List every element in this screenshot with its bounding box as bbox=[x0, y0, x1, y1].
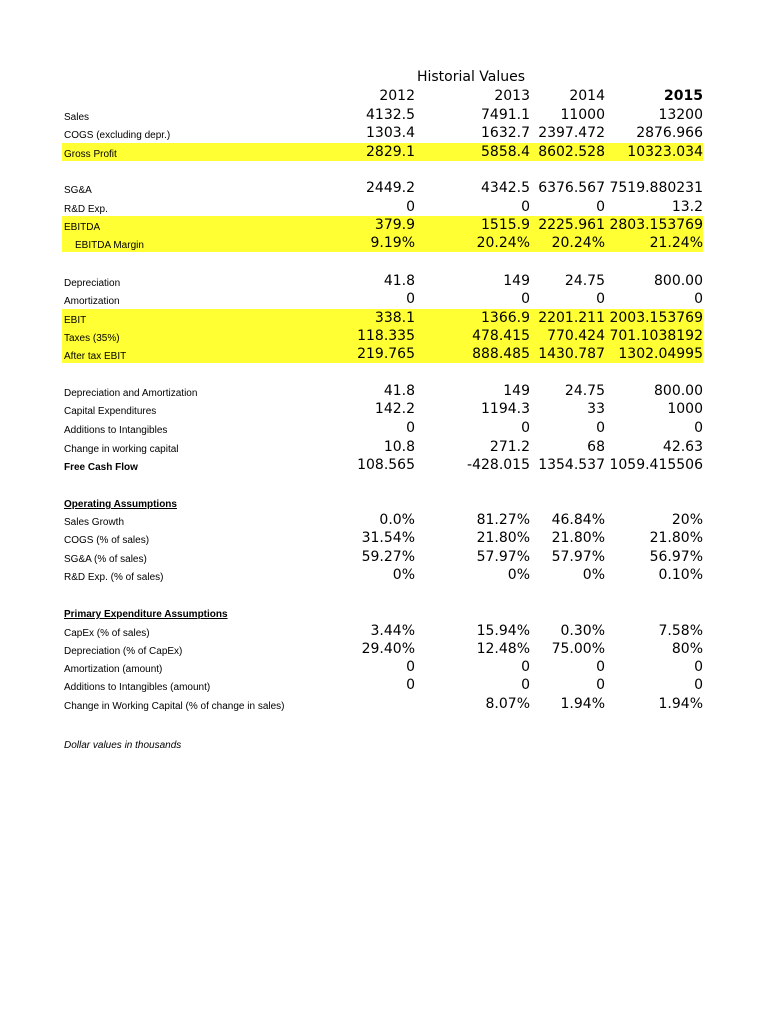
cell-2015: 2803.153769 bbox=[609, 217, 703, 233]
row-label: Capital Expenditures bbox=[64, 406, 157, 417]
cell-2014: 8602.528 bbox=[538, 144, 605, 160]
cell-2012: 0 bbox=[406, 659, 415, 675]
cell-2013: 5858.4 bbox=[481, 144, 530, 160]
row-depreciation bbox=[62, 272, 703, 290]
row-ebitda-margin bbox=[62, 234, 703, 252]
cell-2014: 2201.211 bbox=[538, 310, 605, 326]
cell-2014: 0 bbox=[596, 420, 605, 436]
row-rd bbox=[62, 198, 703, 216]
row-cogs bbox=[62, 124, 703, 142]
cell-2013: 1366.9 bbox=[481, 310, 530, 326]
cell-2014: 24.75 bbox=[564, 273, 605, 289]
cell-2015: 56.97% bbox=[649, 549, 703, 565]
footnote: Dollar values in thousands bbox=[64, 740, 182, 751]
row-capex-pct bbox=[62, 622, 703, 640]
cell-2012: 0 bbox=[406, 420, 415, 436]
row-label: EBITDA Margin bbox=[75, 240, 144, 251]
cell-2015: 0.10% bbox=[658, 567, 703, 583]
row-label: Amortization (amount) bbox=[64, 664, 163, 675]
cell-2012: 0 bbox=[406, 291, 415, 307]
cell-2014: 0 bbox=[596, 677, 605, 693]
cell-2013: 149 bbox=[503, 383, 530, 399]
cell-2014: 68 bbox=[587, 439, 605, 455]
cell-2015: 1059.415506 bbox=[609, 457, 703, 473]
cell-2015: 7.58% bbox=[658, 623, 703, 639]
row-sales bbox=[62, 106, 703, 124]
row-intangibles bbox=[62, 419, 703, 437]
cell-2014: 21.80% bbox=[551, 530, 605, 546]
cell-2012: 10.8 bbox=[383, 439, 415, 455]
section-primary-expenditure-assumptions bbox=[62, 603, 703, 621]
row-ebitda bbox=[62, 216, 703, 234]
cell-2015: 2876.966 bbox=[636, 125, 703, 141]
row-cogs-pct bbox=[62, 529, 703, 547]
cell-2014: 24.75 bbox=[564, 383, 605, 399]
row-label: Gross Profit bbox=[64, 149, 117, 160]
cell-2013: 21.80% bbox=[476, 530, 530, 546]
cell-2014: 1.94% bbox=[560, 696, 605, 712]
cell-2012: 0.0% bbox=[379, 512, 415, 528]
cell-2015: 0 bbox=[694, 659, 703, 675]
row-label: COGS (% of sales) bbox=[64, 535, 150, 546]
cell-2015: 701.1038192 bbox=[609, 328, 703, 344]
cell-2014: 1354.537 bbox=[538, 457, 605, 473]
cell-2012: 0 bbox=[406, 677, 415, 693]
year-2015: 2015 bbox=[664, 88, 703, 104]
year-2014: 2014 bbox=[569, 88, 605, 104]
cell-2015: 42.63 bbox=[662, 439, 703, 455]
year-header-row bbox=[62, 87, 703, 105]
row-label: Depreciation bbox=[64, 278, 121, 289]
row-label: R&D Exp. bbox=[64, 204, 108, 215]
cell-2012: 9.19% bbox=[370, 235, 415, 251]
row-label: Additions to Intangibles bbox=[64, 425, 168, 436]
cell-2012: 41.8 bbox=[383, 273, 415, 289]
cell-2015: 1000 bbox=[667, 401, 703, 417]
cell-2015: 800.00 bbox=[654, 383, 703, 399]
cell-2015: 1.94% bbox=[658, 696, 703, 712]
cell-2012: 31.54% bbox=[361, 530, 415, 546]
year-2013: 2013 bbox=[494, 88, 530, 104]
cell-2013: 12.48% bbox=[476, 641, 530, 657]
cell-2012: 41.8 bbox=[383, 383, 415, 399]
cell-2014: 0 bbox=[596, 199, 605, 215]
row-label: Depreciation and Amortization bbox=[64, 388, 198, 399]
cell-2015: 13.2 bbox=[671, 199, 703, 215]
row-label: SG&A (% of sales) bbox=[64, 554, 147, 565]
row-sga-pct bbox=[62, 548, 703, 566]
cell-2013: -428.015 bbox=[467, 457, 530, 473]
cell-2013: 8.07% bbox=[485, 696, 530, 712]
cell-2015: 13200 bbox=[658, 107, 703, 123]
cell-2014: 0 bbox=[596, 291, 605, 307]
cell-2014: 33 bbox=[587, 401, 605, 417]
cell-2012: 219.765 bbox=[357, 346, 415, 362]
row-taxes bbox=[62, 327, 703, 345]
cell-2013: 271.2 bbox=[489, 439, 530, 455]
cell-2012: 0% bbox=[392, 567, 415, 583]
row-label: R&D Exp. (% of sales) bbox=[64, 572, 164, 583]
cell-2013: 1632.7 bbox=[481, 125, 530, 141]
cell-2013: 478.415 bbox=[472, 328, 530, 344]
cell-2015: 20% bbox=[671, 512, 703, 528]
cell-2013: 0 bbox=[521, 199, 530, 215]
cell-2013: 15.94% bbox=[476, 623, 530, 639]
row-label: COGS (excluding depr.) bbox=[64, 130, 171, 141]
cell-2015: 80% bbox=[671, 641, 703, 657]
cell-2013: 1194.3 bbox=[481, 401, 530, 417]
cell-2014: 2225.961 bbox=[538, 217, 605, 233]
cell-2013: 0 bbox=[521, 659, 530, 675]
row-rd-pct bbox=[62, 566, 703, 584]
cell-2012: 338.1 bbox=[374, 310, 415, 326]
row-after-tax-ebit bbox=[62, 345, 703, 363]
section-operating-assumptions bbox=[62, 493, 703, 511]
cell-2012: 2829.1 bbox=[366, 144, 415, 160]
cell-2015: 0 bbox=[694, 420, 703, 436]
row-sales-growth bbox=[62, 511, 703, 529]
cell-2014: 57.97% bbox=[551, 549, 605, 565]
cell-2013: 0 bbox=[521, 291, 530, 307]
row-free-cash-flow bbox=[62, 456, 703, 474]
row-label: Taxes (35%) bbox=[64, 333, 120, 344]
cell-2013: 0% bbox=[507, 567, 530, 583]
cell-2014: 0% bbox=[582, 567, 605, 583]
row-intangibles-amount bbox=[62, 676, 703, 694]
cell-2015: 2003.153769 bbox=[609, 310, 703, 326]
row-label: EBITDA bbox=[64, 222, 101, 233]
cell-2012: 379.9 bbox=[374, 217, 415, 233]
row-label: Additions to Intangibles (amount) bbox=[64, 682, 211, 693]
row-label: SG&A bbox=[64, 185, 92, 196]
row-amortization bbox=[62, 290, 703, 308]
cell-2013: 20.24% bbox=[476, 235, 530, 251]
section-heading: Primary Expenditure Assumptions bbox=[64, 609, 228, 620]
row-ebit bbox=[62, 309, 703, 327]
cell-2014: 0.30% bbox=[560, 623, 605, 639]
cell-2013: 4342.5 bbox=[481, 180, 530, 196]
row-label: EBIT bbox=[64, 315, 87, 326]
footnote-row bbox=[62, 734, 703, 752]
row-label: Change in Working Capital (% of change in sales) bbox=[64, 701, 285, 712]
cell-2013: 57.97% bbox=[476, 549, 530, 565]
cell-2015: 0 bbox=[694, 291, 703, 307]
cell-2013: 888.485 bbox=[472, 346, 530, 362]
section-heading: Operating Assumptions bbox=[64, 499, 177, 510]
cell-2014: 2397.472 bbox=[538, 125, 605, 141]
cell-2014: 46.84% bbox=[551, 512, 605, 528]
row-label: Sales Growth bbox=[64, 517, 125, 528]
row-label: Depreciation (% of CapEx) bbox=[64, 646, 183, 657]
row-capex bbox=[62, 400, 703, 418]
cell-2015: 21.80% bbox=[649, 530, 703, 546]
cell-2013: 0 bbox=[521, 420, 530, 436]
row-label: Change in working capital bbox=[64, 444, 179, 455]
cell-2015: 21.24% bbox=[649, 235, 703, 251]
cell-2012: 108.565 bbox=[357, 457, 415, 473]
row-label: CapEx (% of sales) bbox=[64, 628, 150, 639]
cell-2012: 1303.4 bbox=[366, 125, 415, 141]
cell-2012: 3.44% bbox=[370, 623, 415, 639]
cell-2013: 81.27% bbox=[476, 512, 530, 528]
cell-2014: 770.424 bbox=[547, 328, 605, 344]
cell-2013: 149 bbox=[503, 273, 530, 289]
cell-2013: 0 bbox=[521, 677, 530, 693]
cell-2012: 2449.2 bbox=[366, 180, 415, 196]
row-gross-profit bbox=[62, 143, 703, 161]
row-label: Amortization bbox=[64, 296, 120, 307]
cell-2012: 29.40% bbox=[361, 641, 415, 657]
cell-2012: 59.27% bbox=[361, 549, 415, 565]
row-label: Sales bbox=[64, 112, 90, 123]
row-label: After tax EBIT bbox=[64, 351, 127, 362]
cell-2014: 75.00% bbox=[551, 641, 605, 657]
year-2012: 2012 bbox=[379, 88, 415, 104]
cell-2015: 7519.880231 bbox=[609, 180, 703, 196]
cell-2014: 20.24% bbox=[551, 235, 605, 251]
row-amortization-amount bbox=[62, 658, 703, 676]
table-title: Historial Values bbox=[416, 69, 526, 85]
cell-2014: 1430.787 bbox=[538, 346, 605, 362]
cell-2014: 6376.567 bbox=[538, 180, 605, 196]
cell-2014: 0 bbox=[596, 659, 605, 675]
row-dep-amort bbox=[62, 382, 703, 400]
cell-2015: 10323.034 bbox=[627, 144, 703, 160]
cell-2015: 1302.04995 bbox=[618, 346, 703, 362]
row-sga bbox=[62, 179, 703, 197]
cell-2012: 118.335 bbox=[357, 328, 415, 344]
cell-2012: 4132.5 bbox=[366, 107, 415, 123]
cell-2013: 7491.1 bbox=[481, 107, 530, 123]
cell-2013: 1515.9 bbox=[481, 217, 530, 233]
cell-2014: 11000 bbox=[560, 107, 605, 123]
row-working-capital bbox=[62, 438, 703, 456]
cell-2012: 0 bbox=[406, 199, 415, 215]
cell-2012: 142.2 bbox=[374, 401, 415, 417]
row-working-capital-pct bbox=[62, 695, 703, 713]
cell-2015: 0 bbox=[694, 677, 703, 693]
row-depreciation-pct bbox=[62, 640, 703, 658]
row-label: Free Cash Flow bbox=[64, 462, 138, 473]
cell-2015: 800.00 bbox=[654, 273, 703, 289]
